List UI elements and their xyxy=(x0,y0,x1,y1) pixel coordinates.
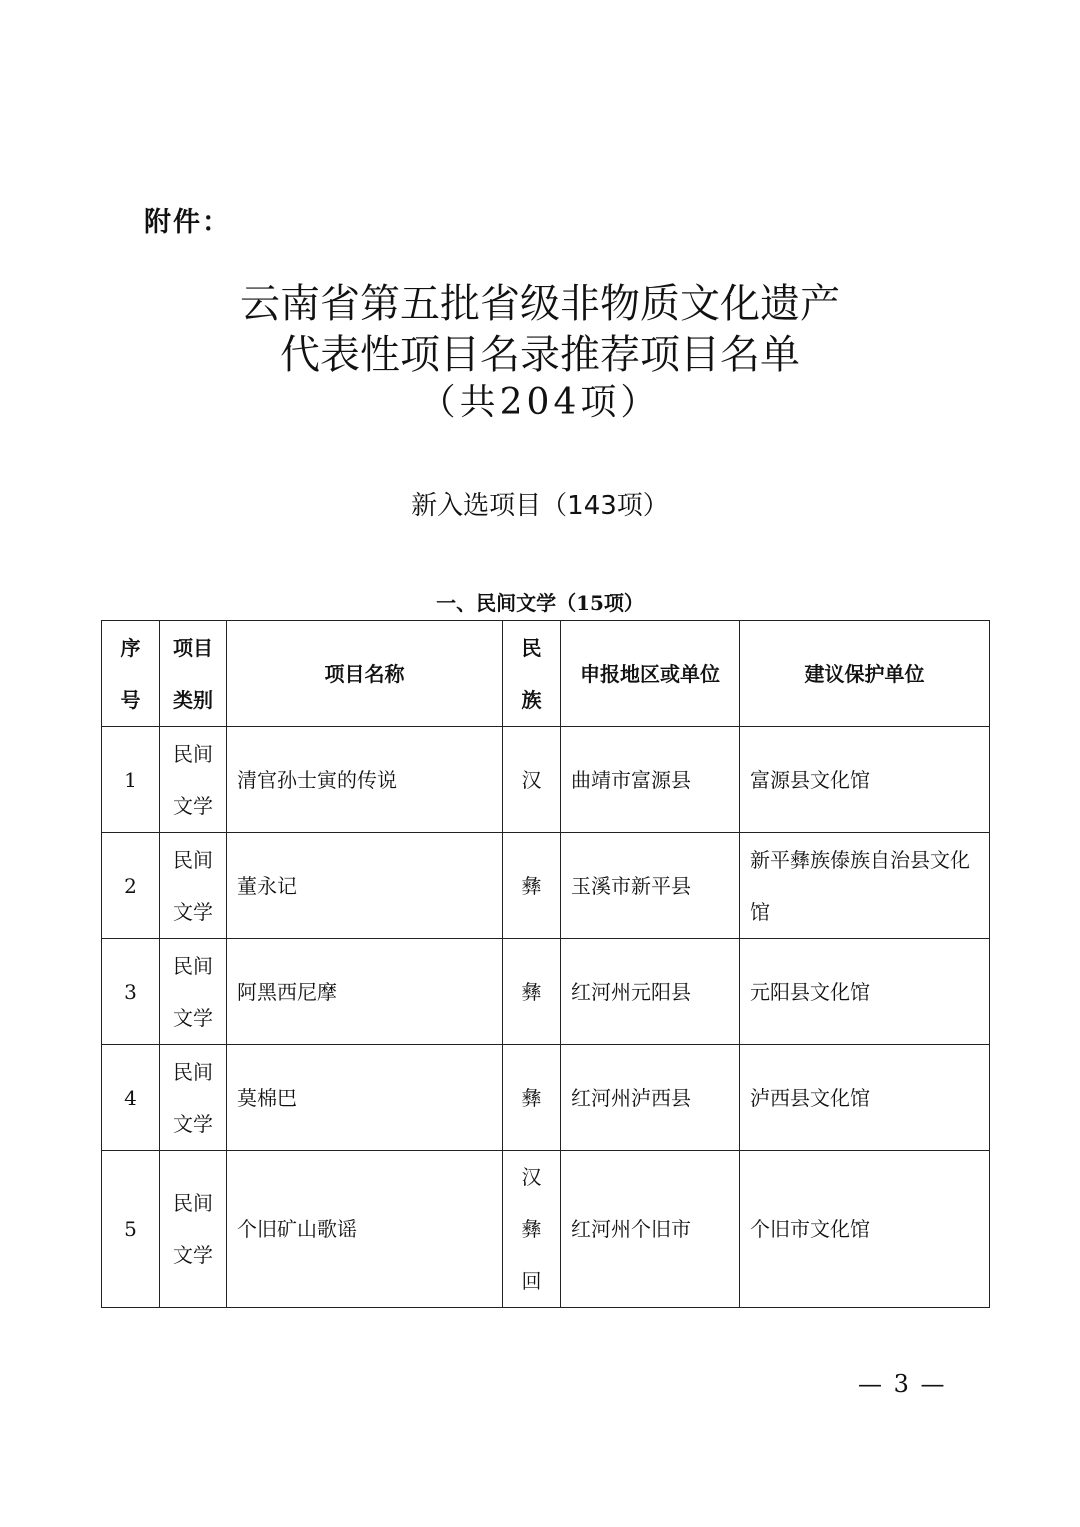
cell-serial-number: 4 xyxy=(102,1045,160,1151)
cell-protection-unit: 新平彝族傣族自治县文化馆 xyxy=(740,833,990,939)
project-table xyxy=(101,620,990,1308)
cell-region: 红河州泸西县 xyxy=(561,1045,740,1151)
attachment-label: 附件： xyxy=(144,207,231,238)
cell-serial-number: 2 xyxy=(102,833,160,939)
cell-category: 民间 文学 xyxy=(160,1045,227,1151)
cell-protection-unit: 个旧市文化馆 xyxy=(740,1151,990,1308)
cell-ethnicity: 彝 xyxy=(503,939,561,1045)
cell-ethnicity: 汉 xyxy=(503,727,561,833)
cell-ethnicity: 汉 彝 回 xyxy=(503,1151,561,1308)
table-caption: 一、民间文学（15项） xyxy=(436,591,644,615)
header-region: 申报地区或单位 xyxy=(561,621,740,727)
table-header-row xyxy=(102,621,990,727)
cell-serial-number: 3 xyxy=(102,939,160,1045)
cell-ethnicity: 彝 xyxy=(503,1045,561,1151)
header-protection-unit: 建议保护单位 xyxy=(740,621,990,727)
cell-serial-number: 5 xyxy=(102,1151,160,1308)
cell-project-name: 莫棉巴 xyxy=(227,1045,503,1151)
table-row xyxy=(102,1151,990,1308)
page-number: — 3 — xyxy=(858,1370,947,1398)
cell-category: 民间 文学 xyxy=(160,727,227,833)
cell-category: 民间 文学 xyxy=(160,1151,227,1308)
cell-region: 玉溪市新平县 xyxy=(561,833,740,939)
cell-protection-unit: 泸西县文化馆 xyxy=(740,1045,990,1151)
table-row xyxy=(102,1045,990,1151)
section-heading: 新入选项目（143项） xyxy=(411,491,669,521)
cell-project-name: 阿黑西尼摩 xyxy=(227,939,503,1045)
document-title-line1: 云南省第五批省级非物质文化遗产 xyxy=(240,281,840,327)
header-category: 项目 类别 xyxy=(160,621,227,727)
document-title-count: （共204项） xyxy=(419,382,661,423)
cell-category: 民间 文学 xyxy=(160,833,227,939)
cell-ethnicity: 彝 xyxy=(503,833,561,939)
cell-region: 红河州元阳县 xyxy=(561,939,740,1045)
document-title-line2: 代表性项目名录推荐项目名单 xyxy=(280,332,800,378)
cell-protection-unit: 元阳县文化馆 xyxy=(740,939,990,1045)
header-project-name: 项目名称 xyxy=(227,621,503,727)
header-serial-number: 序 号 xyxy=(102,621,160,727)
cell-region: 曲靖市富源县 xyxy=(561,727,740,833)
cell-project-name: 董永记 xyxy=(227,833,503,939)
cell-project-name: 个旧矿山歌谣 xyxy=(227,1151,503,1308)
cell-serial-number: 1 xyxy=(102,727,160,833)
table-row xyxy=(102,939,990,1045)
table-row xyxy=(102,833,990,939)
table-row xyxy=(102,727,990,833)
cell-region: 红河州个旧市 xyxy=(561,1151,740,1308)
cell-protection-unit: 富源县文化馆 xyxy=(740,727,990,833)
cell-project-name: 清官孙士寅的传说 xyxy=(227,727,503,833)
header-ethnicity: 民 族 xyxy=(503,621,561,727)
cell-category: 民间 文学 xyxy=(160,939,227,1045)
